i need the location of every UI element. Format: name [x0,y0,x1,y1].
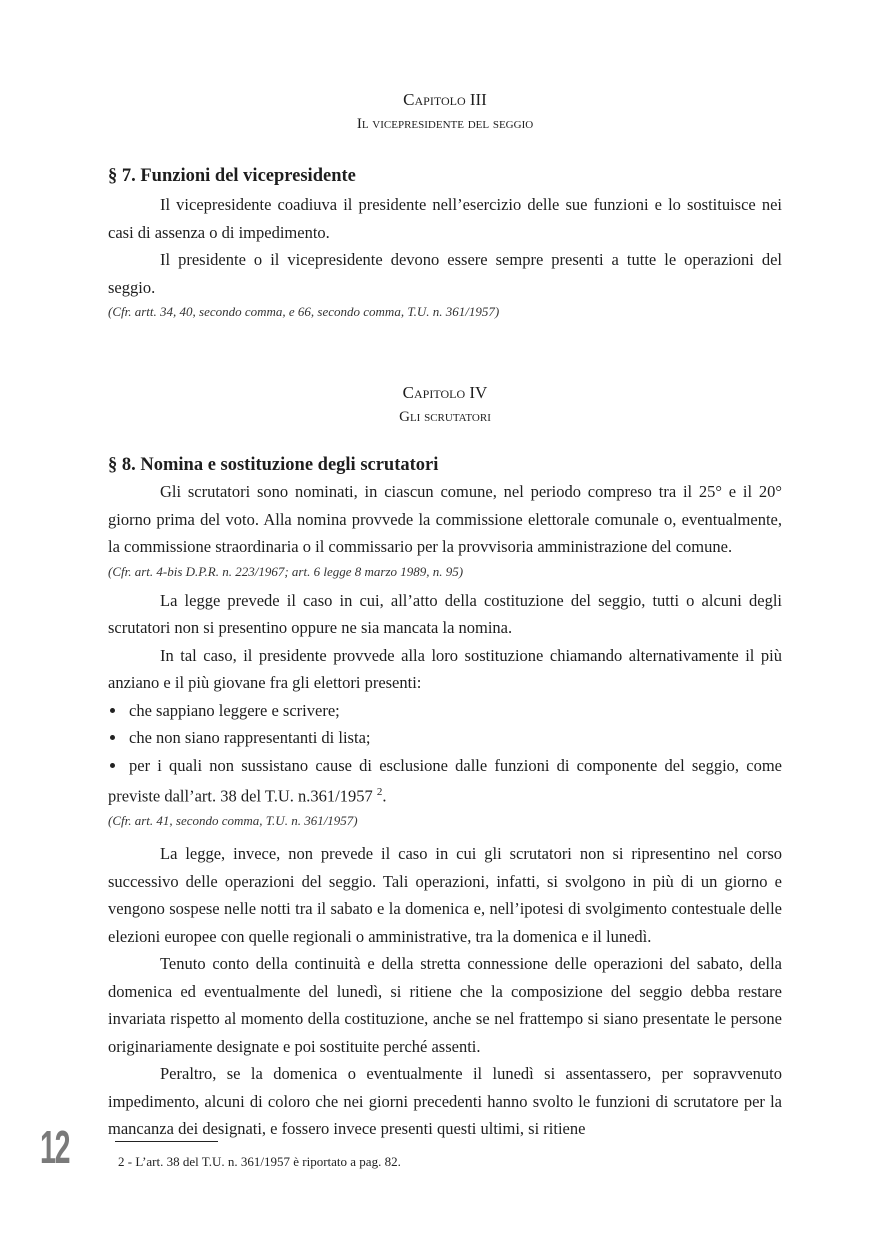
paragraph: Peraltro, se la domenica o eventualmente il lunedì si assentassero, per sopravvenuto impedimento, alcuni di coloro che nei giorni precedenti hanno svolto le funzioni di scrutatore per la mancanza dei designati, e fossero invece presenti questi ultimi, si ritiene [108,1064,782,1138]
footnote: 2 - L’art. 38 del T.U. n. 361/1957 è riportato a pag. 82. [118,1154,401,1169]
footnote-marker[interactable]: 2 [376,786,383,798]
chapter-subtitle: Gli scrutatori [399,409,491,425]
page-body [108,0,782,1143]
chapter-4-heading [108,381,782,429]
paragraph: In tal caso, il presidente provvede alla loro sostituzione chiamando alternativamente il più anziano e il più giovane fra gli elettori presenti: [108,645,782,692]
paragraph: Tenuto conto della continuità e della stretta connessione delle operazioni del sabato, della domenica ed eventualmente del lunedì, si ritiene che la composizione del seggio debba restare invariata rispetto al momento della costituzione, anche se nel frattempo si siano presentate le persone originariamente designate e poi sostituite perché assenti. [108,954,782,1056]
bullet-icon [110,763,115,768]
bullet-icon [110,735,115,740]
legal-reference: (Cfr. artt. 34, 40, secondo comma, e 66, secondo comma, T.U. n. 361/1957) [108,304,500,319]
section-heading: § 7. Funzioni del vicepresidente [108,166,356,186]
section-heading: § 8. Nomina e sostituzione degli scrutatori [108,455,439,475]
legal-reference: (Cfr. art. 4-bis D.P.R. n. 223/1967; art. 6 legge 8 marzo 1989, n. 95) [108,563,464,579]
paragraph: Gli scrutatori sono nominati, in ciascun comune, nel periodo compreso tra il 25° e il 20° giorno prima del voto. Alla nomina provvede la commissione elettorale comunale o, eventualmente, la commissione straordinaria o il commissario per la provvisoria amministrazione del comune. [108,482,782,556]
paragraph: La legge, invece, non prevede il caso in cui gli scrutatori non si ripresentino nel corso successivo delle operazioni del seggio. Tali operazioni, infatti, si svolgono in più di un giorno e vengono sospese nelle notti tra il sabato e la domenica e, nell’ipotesi di svolgimento contestuale delle elezioni europee con quelle regionali o amministrative, tra la domenica e il lunedì. [108,844,782,946]
chapter-title: Capitolo IV [402,383,488,402]
list-item: che non siano rappresentanti di lista; [108,724,782,752]
list-item: per i quali non sussistano cause di esclusione dalle funzioni di componente del seggio, come previste dall’art. 38 del T.U. n.361/1957 $^2$. [108,755,782,806]
chapter-subtitle: Il vicepresidente del seggio [356,116,534,132]
page-number: 12 [40,1121,70,1173]
legal-reference: (Cfr. art. 41, secondo comma, T.U. n. 361/1957) [108,813,358,828]
chapter-3-heading [108,88,782,136]
chapter-title: Capitolo III [403,90,487,109]
paragraph: Il presidente o il vicepresidente devono essere sempre presenti a tutte le operazioni del seggio. [108,250,782,297]
footnote-divider [115,1141,218,1142]
paragraph: La legge prevede il caso in cui, all’atto della costituzione del seggio, tutti o alcuni degli scrutatori non si presentino oppure ne sia mancata la nomina. [108,590,782,637]
list-item: che sappiano leggere e scrivere; [108,697,782,725]
bullet-icon [110,708,115,713]
paragraph: Il vicepresidente coadiuva il presidente nell’esercizio delle sue funzioni e lo sostituisce nei casi di assenza o di impedimento. [108,195,782,242]
